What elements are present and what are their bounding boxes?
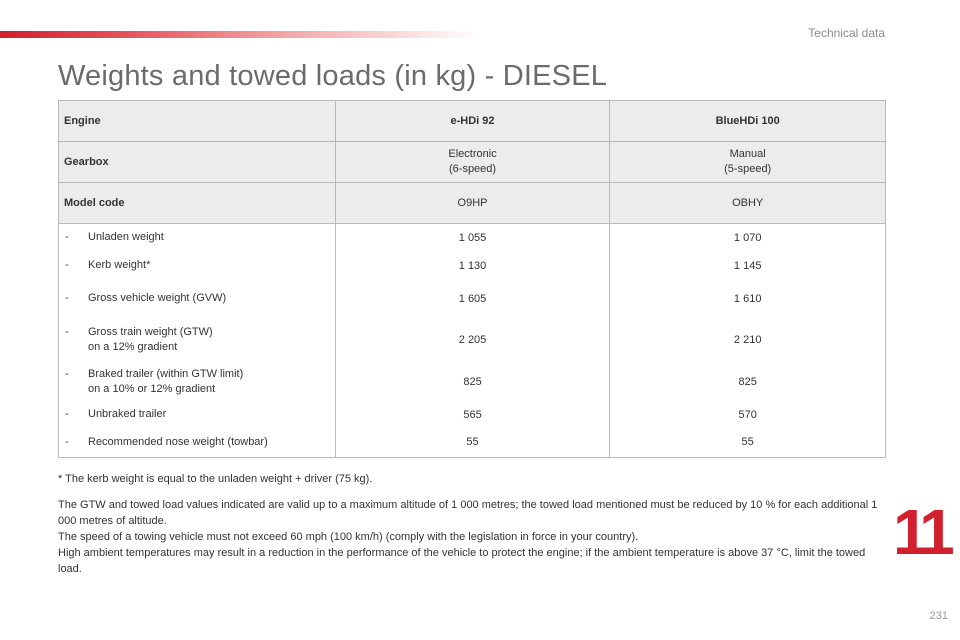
row-col1: 2 205 (335, 318, 610, 362)
row-col2: 1 610 (610, 280, 886, 318)
row-col1: 1 130 (335, 252, 610, 280)
gearbox-col1 (335, 142, 610, 183)
row-label-cell (59, 252, 336, 280)
row-label-line2: on a 12% gradient (88, 340, 178, 353)
table-row (59, 318, 886, 362)
table-row (59, 402, 886, 428)
row-label: Recommended nose weight (towbar) (88, 435, 268, 448)
row-col1: 1 055 (335, 224, 610, 252)
row-label-line1: Braked trailer (within GTW limit) (88, 367, 244, 380)
engine-col1: e-HDi 92 (335, 101, 610, 142)
row-col1: 825 (335, 362, 610, 402)
notes (58, 471, 888, 577)
row-label-cell (59, 402, 336, 428)
note-temperature: High ambient temperatures may result in a reduction in the performance of the vehicle to protect the engine; if the ambient temperature is above 37 °C, limit the towed load. (58, 547, 866, 575)
row-label (88, 367, 243, 397)
kerb-weight-footnote: * The kerb weight is equal to the unladen weight + driver (75 kg). (58, 473, 373, 485)
note-altitude: The GTW and towed load values indicated are valid up to a maximum altitude of 1 000 metres; the towed load mentioned must be reduced by 10 % for each additional 1 000 metres of altitude. (58, 499, 878, 527)
gearbox-label: Gearbox (59, 142, 336, 183)
row-col1: 1 605 (335, 280, 610, 318)
row-col1: 565 (335, 402, 610, 428)
section-label: Technical data (808, 26, 885, 40)
weights-table (58, 100, 886, 458)
page-number: 231 (929, 610, 948, 622)
row-col2: 55 (610, 428, 886, 458)
chapter-number: 11 (893, 496, 949, 568)
gearbox-row (59, 142, 886, 183)
row-label-line1: Gross train weight (GTW) (88, 325, 213, 338)
row-col1: 55 (335, 428, 610, 458)
model-code-row (59, 183, 886, 224)
row-col2: 1 145 (610, 252, 886, 280)
row-col2: 2 210 (610, 318, 886, 362)
row-label-cell (59, 428, 336, 458)
row-dash: - (65, 231, 69, 244)
row-dash: - (65, 435, 69, 448)
table-row (59, 362, 886, 402)
row-label: Kerb weight* (88, 259, 151, 271)
row-col2: 825 (610, 362, 886, 402)
row-label: Gross vehicle weight (GVW) (88, 292, 227, 304)
gearbox-col2-line1: Manual (729, 148, 766, 160)
row-col2: 570 (610, 402, 886, 428)
gearbox-col2-line2: (5-speed) (724, 163, 772, 175)
row-dash: - (65, 292, 69, 304)
gearbox-col1-line1: Electronic (448, 148, 497, 160)
header-accent-bar (0, 31, 480, 38)
row-label-cell (59, 280, 336, 318)
model-code-col2: OBHY (610, 183, 886, 224)
row-col2: 1 070 (610, 224, 886, 252)
row-dash: - (65, 259, 69, 271)
row-label: Unladen weight (88, 231, 164, 244)
model-code-label: Model code (59, 183, 336, 224)
row-label (88, 325, 213, 355)
gearbox-col2 (610, 142, 886, 183)
row-label-cell (59, 318, 336, 362)
table-row (59, 224, 886, 252)
engine-col2: BlueHDi 100 (610, 101, 886, 142)
gearbox-col1-line2: (6-speed) (449, 163, 497, 175)
table-row (59, 252, 886, 280)
row-dash: - (65, 367, 69, 380)
row-label-line2: on a 10% or 12% gradient (88, 382, 216, 395)
row-dash: - (65, 408, 69, 420)
row-label-cell (59, 224, 336, 252)
engine-label: Engine (59, 101, 336, 142)
table-row (59, 428, 886, 458)
row-label-cell (59, 362, 336, 402)
note-speed: The speed of a towing vehicle must not exceed 60 mph (100 km/h) (comply with the legislation in force in your country). (58, 531, 639, 543)
engine-row (59, 101, 886, 142)
page-title: Weights and towed loads (in kg) - DIESEL (58, 60, 608, 92)
row-label: Unbraked trailer (88, 408, 167, 420)
model-code-col1: O9HP (335, 183, 610, 224)
row-dash: - (65, 325, 69, 338)
table-row (59, 280, 886, 318)
